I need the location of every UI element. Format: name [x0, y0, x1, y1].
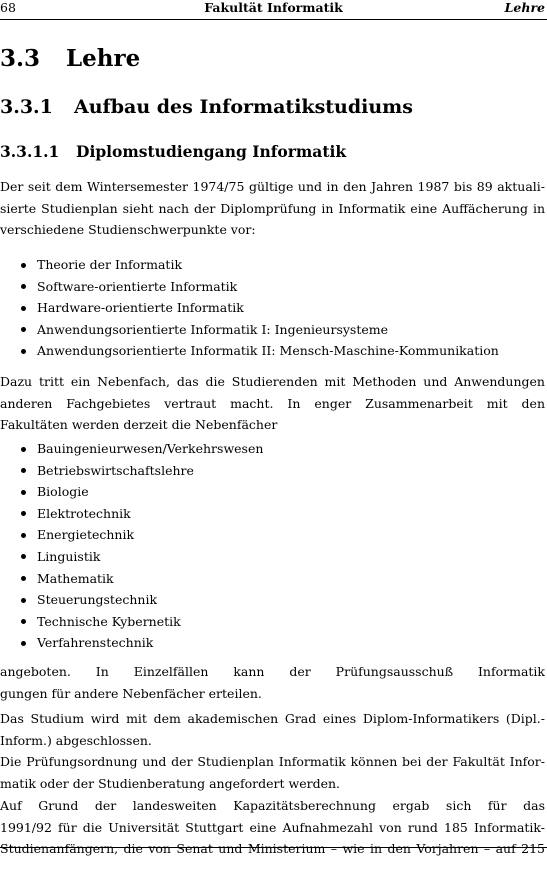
bullet-icon — [21, 490, 26, 495]
subsection-heading — [0, 94, 413, 120]
footer-rule — [0, 847, 547, 848]
list-item-label: Theorie der Informatik — [37, 257, 183, 272]
paragraph-capacity — [0, 795, 545, 860]
paragraph-line: Dazu tritt ein Nebenfach, das die Studierenden mit Methoden und Anwendungen — [0, 374, 545, 389]
subsubsection-title: Diplomstudiengang Informatik — [76, 142, 347, 161]
list-item-label: Elektrotechnik — [37, 505, 131, 521]
bullet-icon — [21, 447, 26, 452]
running-section: Lehre — [504, 0, 545, 15]
paragraph-line: verschiedene Studienschwerpunkte vor: — [0, 222, 256, 237]
paragraph-intro — [0, 176, 545, 241]
paragraph-line: gungen für andere Nebenfächer erteilen. — [0, 685, 262, 701]
list-item-label: Mathematik — [37, 570, 114, 586]
section-title: Lehre — [66, 45, 141, 72]
list-item — [0, 460, 545, 482]
minor-subject-list — [0, 438, 545, 654]
subsection-title: Aufbau des Informatikstudiums — [74, 96, 413, 118]
paragraph-line: anderen Fachgebietes vertraut macht. In enger Zusammenarbeit mit den — [0, 395, 545, 411]
list-item-label: Bauingenieurwesen/Verkehrswesen — [37, 441, 264, 456]
bullet-icon — [21, 619, 26, 624]
paragraph-line: Der seit dem Wintersemester 1974/75 gültige und in den Jahren 1987 bis 89 aktuali- — [0, 179, 545, 194]
paragraph-line: matik oder der Studienberatung angefordert werden. — [0, 775, 341, 791]
list-item — [0, 254, 545, 276]
paragraph-line: Das Studium wird mit dem akademischen Grad eines Diplom-Informatikers (Dipl.- — [0, 711, 545, 726]
list-item-label: Biologie — [37, 484, 89, 500]
bullet-icon — [21, 263, 26, 268]
list-item — [0, 297, 545, 319]
paragraph-line: 1991/92 für die Universität Stuttgart eine Aufnahmezahl von rund 185 Informatik- — [0, 819, 545, 835]
bullet-icon — [21, 327, 26, 332]
paragraph-line: sierte Studienplan sieht nach der Diplomprüfung in Informatik eine Auffächerung in — [0, 200, 545, 216]
list-item-label: Energietechnik — [37, 527, 135, 543]
list-item-label: Steuerungstechnik — [37, 592, 158, 608]
subsection-number: 3.3.1 — [0, 96, 53, 118]
list-item-label: Anwendungsorientierte Informatik I: Ingenieursysteme — [37, 321, 389, 337]
bullet-icon — [21, 576, 26, 581]
paragraph-minor-subjects — [0, 371, 545, 436]
bullet-icon — [21, 511, 26, 516]
bullet-icon — [21, 349, 26, 354]
paragraph-degree — [0, 708, 545, 751]
bullet-icon — [21, 468, 26, 473]
paragraph-line: Auf Grund der landesweiten Kapazitätsberechnung ergab sich für das — [0, 798, 545, 813]
paragraph-line: angeboten. In Einzelfällen kann der Prüfungsausschuß Informatik — [0, 664, 545, 679]
list-item — [0, 276, 545, 298]
section-heading — [0, 44, 140, 74]
bullet-icon — [21, 598, 26, 603]
list-item-label: Verfahrenstechnik — [37, 635, 154, 651]
list-item — [0, 589, 545, 611]
list-item — [0, 481, 545, 503]
list-item — [0, 611, 545, 633]
paragraph-regulations — [0, 751, 545, 794]
section-number: 3.3 — [0, 45, 41, 72]
bullet-icon — [21, 641, 26, 646]
bullet-icon — [21, 554, 26, 559]
list-item-label: Hardware-orientierte Informatik — [37, 300, 244, 316]
specialization-list — [0, 254, 545, 362]
list-item — [0, 438, 545, 460]
bullet-icon — [21, 306, 26, 311]
paragraph-line: Fakultäten werden derzeit die Nebenfächer — [0, 417, 278, 432]
list-item — [0, 319, 545, 341]
bullet-icon — [21, 284, 26, 289]
subsubsection-number: 3.3.1.1 — [0, 142, 60, 161]
list-item-label: Linguistik — [37, 548, 101, 564]
list-item-label: Technische Kybernetik — [37, 613, 181, 629]
running-title: Fakultät Informatik — [204, 0, 343, 15]
list-item-label: Betriebswirtschaftslehre — [37, 462, 194, 478]
list-item — [0, 546, 545, 568]
list-item — [0, 568, 545, 590]
paragraph-line: Inform.) abgeschlossen. — [0, 732, 152, 748]
list-item-label: Software-orientierte Informatik — [37, 278, 238, 294]
list-item — [0, 632, 545, 654]
running-header — [0, 0, 547, 16]
page-number: 68 — [0, 0, 16, 15]
paragraph-line: Studienanfängern, die von Senat und Ministerium – wie in den Vorjahren – auf 215 — [0, 841, 545, 856]
list-item — [0, 524, 545, 546]
header-rule — [0, 19, 547, 20]
paragraph-line: Die Prüfungsordnung und der Studienplan Informatik können bei der Fakultät Infor- — [0, 754, 545, 769]
list-item — [0, 340, 545, 362]
list-item-label: Anwendungsorientierte Informatik II: Mensch-Maschine-Kommunikation — [37, 343, 499, 359]
paragraph-exceptions — [0, 661, 545, 704]
list-item — [0, 503, 545, 525]
bullet-icon — [21, 533, 26, 538]
subsubsection-heading — [0, 141, 346, 163]
